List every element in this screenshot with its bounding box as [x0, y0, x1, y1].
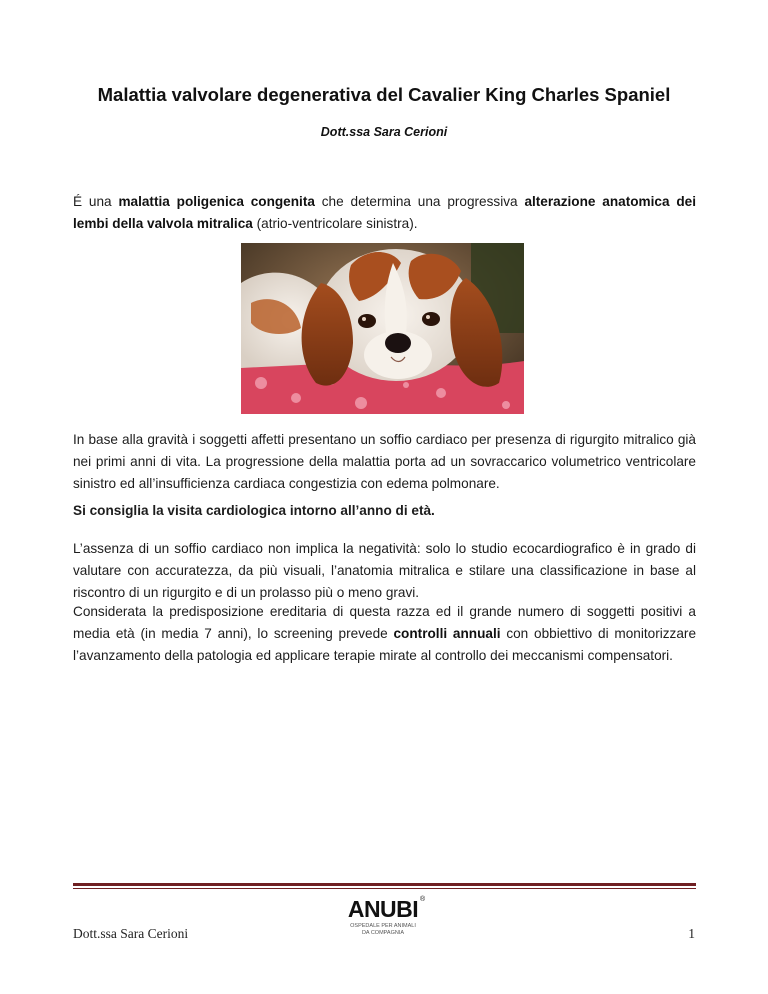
advice-paragraph: Si consiglia la visita cardiologica intorno all’anno di età. — [73, 503, 435, 518]
page-number: 1 — [688, 926, 695, 941]
logo-tagline-line2: DA COMPAGNIA — [361, 930, 405, 936]
intro-bold-alteration: alterazione anatomica dei lembi della valvola mitralica — [73, 194, 697, 231]
gravity-paragraph: In base alla gravità i soggetti affetti presentano un soffio cardiaco per presenza di rigurgito mitralico già nei primi anni di vita. La progressione della malattia porta ad un sovraccarico volumetrico ventricolare sinistro ed all’insufficienza cardiaca congestizia con edema polmonare. — [73, 432, 696, 491]
screening-bold-annual: controlli annuali — [393, 626, 501, 641]
screening-paragraph: Considerata la predisposizione ereditaria di questa razza ed il grande numero di soggetti positivi a media età (in media 7 anni), lo screening prevede controlli annuali con obbiettivo di monitorizzare l’avanzamento della patologia ed applicare terapie mirate al controllo dei meccanismi compensatori. — [73, 604, 697, 663]
intro-bold-disease: malattia poligenica congenita — [118, 194, 315, 209]
intro-paragraph: É una malattia poligenica congenita che determina una progressiva alterazione anatomica dei lembi della valvola mitralica (atrio-ventricolare sinistra). — [73, 194, 697, 231]
logo-tagline-line1: OSPEDALE PER ANIMALI — [350, 923, 416, 929]
footer-author: Dott.ssa Sara Cerioni — [73, 926, 189, 941]
logo-registered-mark: ® — [420, 896, 426, 903]
dog-photo — [241, 243, 524, 414]
document-title: Malattia valvolare degenerativa del Cavalier King Charles Spaniel — [97, 84, 671, 105]
anubi-logo — [333, 896, 433, 946]
footer-divider-thick — [73, 883, 696, 886]
footer-divider-thin — [73, 888, 696, 889]
logo-wordmark: ANUBI — [347, 896, 419, 922]
document-author: Dott.ssa Sara Cerioni — [320, 125, 448, 139]
absence-paragraph: L’assenza di un soffio cardiaco non implica la negatività: solo lo studio ecocardiografico è in grado di valutare con accuratezza, da più visuali, l’anatomia mitralica e stilare una classificazione in base al riscontro di un rigurgito e di un prolasso più o meno gravi. — [73, 541, 696, 600]
